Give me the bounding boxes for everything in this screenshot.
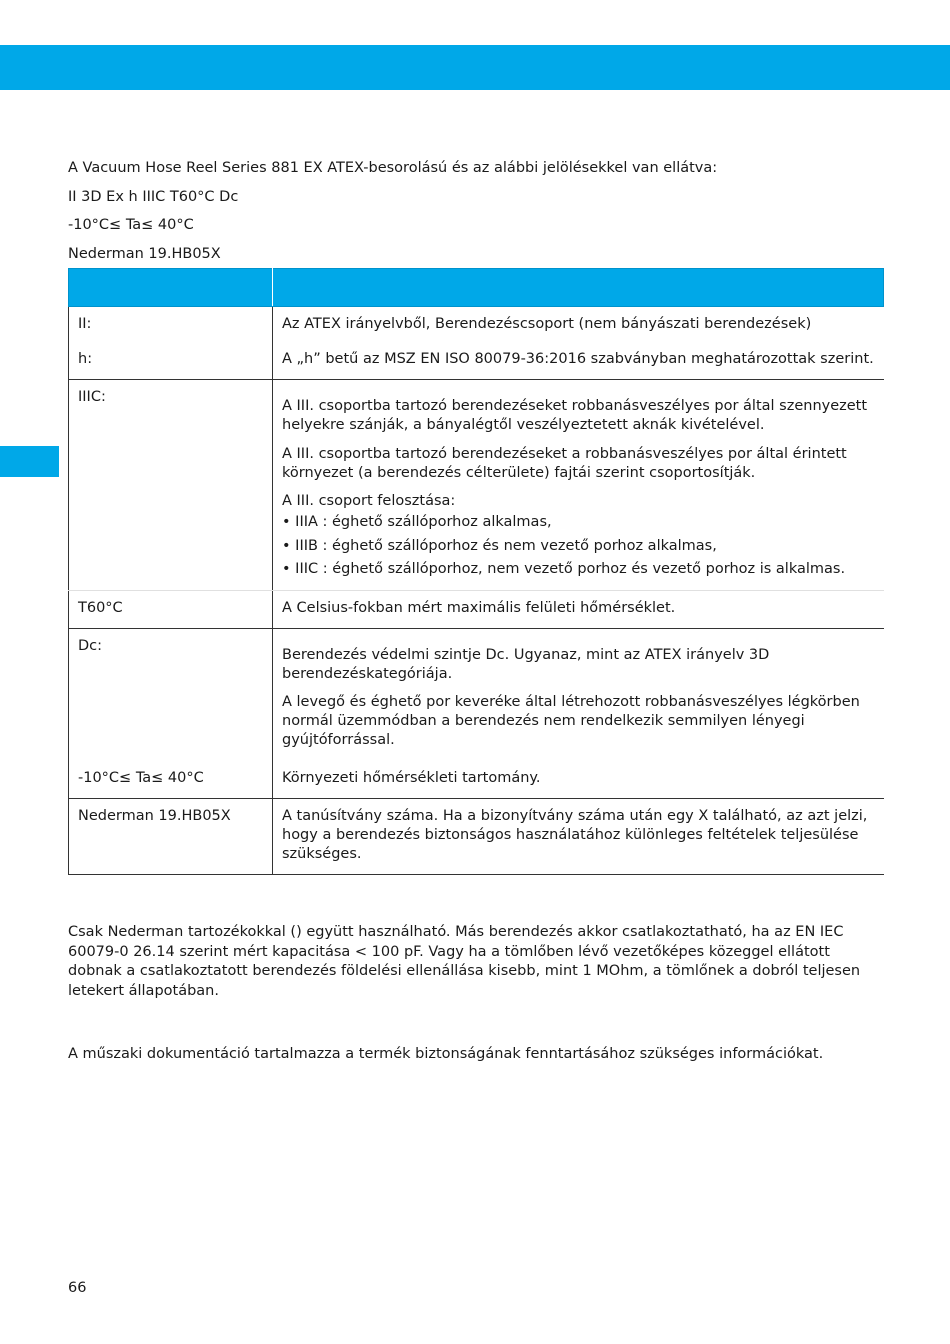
table-key: Dc: (78, 637, 103, 654)
table-value: A III. csoportba tartozó berendezéseket robbanásveszélyes por által szennyezett helyekre szánják, a bányalégtől veszélyeztetett aknák kivételével. (282, 398, 868, 433)
table-header-cell (273, 269, 884, 307)
table-row (69, 628, 884, 750)
table-row (69, 590, 884, 628)
intro-block (68, 159, 888, 273)
table-header-row (69, 269, 884, 307)
marking-line: II 3D Ex h IIIC T60°C Dc (68, 188, 239, 205)
table-value-cell (273, 590, 884, 628)
table-value-cell (273, 380, 884, 591)
table-value: Berendezés védelmi szintje Dc. Ugyanaz, mint az ATEX irányelv 3D berendezéskategóriája. (282, 646, 770, 682)
table-header-cell (69, 269, 273, 307)
list-item: • IIIB : éghető szállóporhoz és nem vezető porhoz alkalmas, (282, 537, 717, 554)
table-key-cell (69, 590, 273, 628)
table-value: Az ATEX irányelvből, Berendezéscsoport (nem bányászati berendezések) (282, 316, 812, 332)
intro-line: A Vacuum Hose Reel Series 881 EX ATEX-besorolású és az alábbi jelölésekkel van ellátva: (68, 160, 718, 176)
table-value-cell (273, 307, 884, 343)
table-key: IIIC: (78, 389, 106, 405)
header-bar (0, 45, 950, 90)
table-key: h: (78, 351, 93, 367)
list-item: • IIIA : éghető szállóporhoz alkalmas, (282, 514, 552, 530)
table-value: A tanúsítvány száma. Ha a bizonyítvány száma után egy X található, az azt jelzi, hogy a berendezés biztonságos használatához különleges feltételek teljesülése szükséges. (282, 808, 868, 862)
marking-table (68, 268, 884, 875)
table-row (69, 380, 884, 591)
table-value-cell (273, 799, 884, 875)
table-row (69, 342, 884, 380)
table-value-cell (273, 628, 884, 750)
table-value-cell (273, 750, 884, 799)
accessory-paragraph: Csak Nederman tartozékokkal () együtt használható. Más berendezés akkor csatlakoztatható, ha az EN IEC 60079-0 26.14 szerint mért kapacitása < 100 pF. Vagy ha a tömlőben lévő vezetőképes közeggel ellátott dobnak a csatlakoztatott berendezés földelési ellenállása kisebb, mint 1 MOhm, a tömlőnek a dobról teljesen letekert állapotában. (68, 924, 861, 999)
table-row (69, 307, 884, 343)
table-row (69, 799, 884, 875)
table-value: A III. csoport felosztása: (282, 493, 456, 509)
table-key-cell (69, 342, 273, 380)
table-value-cell (273, 342, 884, 380)
table-row (69, 750, 884, 799)
temperature-line: -10°C≤ Ta≤ 40°C (68, 217, 194, 233)
table-key-cell (69, 750, 273, 799)
table-value: A Celsius-fokban mért maximális felületi hőmérséklet. (282, 599, 676, 616)
table-key-cell (69, 799, 273, 875)
certificate-line: Nederman 19.HB05X (68, 245, 221, 262)
table-value: Környezeti hőmérsékleti tartomány. (282, 770, 541, 786)
table-key-cell (69, 380, 273, 591)
table-key: T60°C (78, 599, 123, 616)
table-key: II: (78, 316, 92, 332)
documentation-paragraph: A műszaki dokumentáció tartalmazza a termék biztonságának fenntartásához szükséges információkat. (68, 1046, 824, 1062)
chapter-tab (0, 446, 59, 477)
table-value: A levegő és éghető por keveréke által létrehozott robbanásveszélyes légkörben normál üzemmódban a berendezés nem rendelkezik semmilyen lényegi gyújtóforrással. (282, 694, 860, 748)
table-key-cell (69, 307, 273, 343)
table-value: A III. csoportba tartozó berendezéseket a robbanásveszélyes por által érintett környezet (a berendezés célterülete) fajtái szerint csoportosítják. (282, 445, 847, 481)
page-number: 66 (68, 1280, 87, 1296)
table-key: -10°C≤ Ta≤ 40°C (78, 770, 204, 786)
table-key-cell (69, 628, 273, 750)
table-key: Nederman 19.HB05X (78, 808, 231, 824)
table-value: A „h” betű az MSZ EN ISO 80079-36:2016 szabványban meghatározottak szerint. (282, 351, 874, 367)
list-item: • IIIC : éghető szállóporhoz, nem vezető porhoz és vezető porhoz is alkalmas. (282, 561, 846, 577)
